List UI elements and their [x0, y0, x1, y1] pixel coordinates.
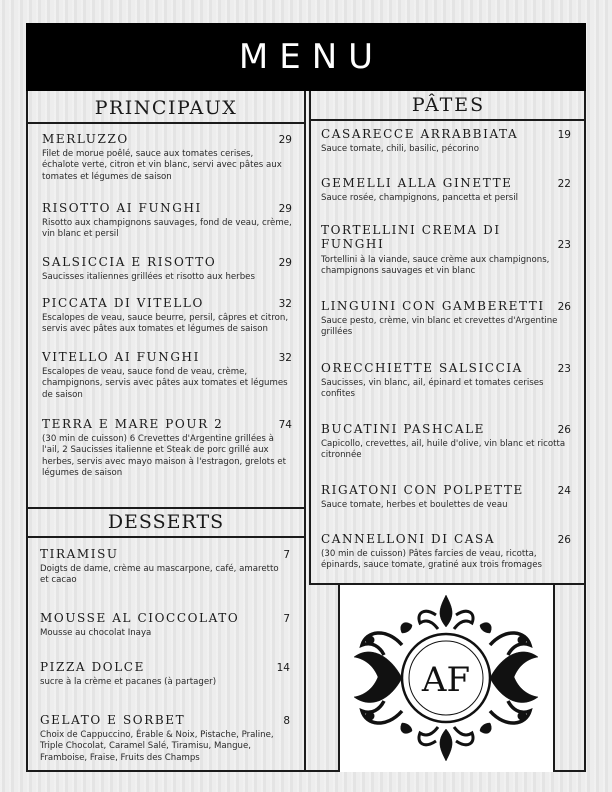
- menu-item-casarecce-arrabbiata: [321, 127, 571, 155]
- item-name: GELATO E SORBET: [40, 713, 186, 727]
- item-name: RISOTTO AI FUNGHI: [42, 201, 202, 215]
- item-price: 32: [278, 298, 292, 310]
- item-name: BUCATINI PASHCALE: [321, 422, 486, 436]
- item-name: CANNELLONI DI CASA: [321, 532, 496, 546]
- item-price: 23: [557, 239, 571, 251]
- menu-item-terra-e-mare: [42, 417, 292, 479]
- column-divider-left: [304, 91, 306, 772]
- item-price: 29: [278, 257, 292, 269]
- item-name: GEMELLI ALLA GINETTE: [321, 176, 513, 190]
- item-description: Saucisses italiennes grillées et risotto aux herbes: [42, 272, 255, 282]
- menu-item-gelato-e-sorbet: [40, 713, 290, 764]
- item-description: Sauce tomate, chili, basilic, pécorino: [321, 144, 479, 154]
- item-price: 32: [278, 352, 292, 364]
- item-description: Escalopes de veau, sauce fond de veau, crème, champignons, servis avec pâtes aux tomates et légumes de saison: [42, 367, 288, 400]
- menu-header: [26, 23, 586, 91]
- item-price: 26: [557, 424, 571, 436]
- menu-item-bucatini-pashcale: [321, 422, 571, 462]
- item-name: MERLUZZO: [42, 132, 129, 146]
- item-name: TORTELLINI CREMA DI FUNGHI: [321, 223, 501, 252]
- principaux-title: PRINCIPAUX: [94, 97, 238, 119]
- item-price: 22: [557, 178, 571, 190]
- item-description: Sauce tomate, herbes et boulettes de veau: [321, 500, 508, 510]
- principaux-title-rule: [26, 122, 306, 124]
- menu-title: MENU: [238, 37, 385, 77]
- menu-item-tiramisu: [40, 547, 290, 587]
- item-name: LINGUINI CON GAMBERETTI: [321, 299, 545, 313]
- item-price: 8: [283, 715, 290, 727]
- item-description: Mousse au chocolat Inaya: [40, 628, 152, 638]
- item-description: Doigts de dame, crème au mascarpone, café, amaretto et cacao: [40, 564, 279, 586]
- item-name: PIZZA DOLCE: [40, 660, 145, 674]
- menu-item-merluzzo: [42, 132, 292, 183]
- menu-item-tortellini-crema-di-funghi: [321, 223, 571, 277]
- menu-item-risotto-ai-funghi: [42, 201, 292, 241]
- item-description: Capicollo, crevettes, ail, huile d'olive, vin blanc et ricotta citronnée: [321, 439, 566, 461]
- menu-item-vitello-ai-funghi: [42, 350, 292, 401]
- item-description: Filet de morue poêlé, sauce aux tomates cerises, échalote verte, citron et vin blanc, servi avec pâtes aux tomates et légumes de saison: [42, 149, 282, 182]
- ornamental-monogram-logo-icon: [340, 585, 553, 772]
- item-price: 7: [283, 613, 290, 625]
- item-price: 19: [557, 129, 571, 141]
- item-price: 24: [557, 485, 571, 497]
- item-price: 29: [278, 203, 292, 215]
- item-price: 26: [557, 301, 571, 313]
- item-description: Escalopes de veau, sauce beurre, persil, câpres et citron, servis avec pâtes aux tomates et légumes de saison: [42, 313, 289, 335]
- menu-item-salsiccia-e-risotto: [42, 255, 292, 283]
- item-name: TIRAMISU: [40, 547, 119, 561]
- item-description: Tortellini à la viande, sauce crème aux champignons, champignons sauvages et vin blanc: [321, 254, 550, 277]
- item-price: 14: [276, 662, 290, 674]
- menu-item-linguini-con-gamberetti: [321, 299, 571, 339]
- item-price: 7: [283, 549, 290, 561]
- pates-title-rule: [309, 119, 586, 121]
- item-description: Choix de Cappuccino, Érable & Noix, Pistache, Praline, Triple Chocolat, Caramel Salé, Tiramisu, Mangue, Framboise, Fraise, Fruits des Champs: [40, 730, 274, 763]
- item-name: ORECCHIETTE SALSICCIA: [321, 361, 523, 375]
- column-divider-right: [309, 91, 311, 585]
- menu-item-mousse-al-cioccolato: [40, 611, 290, 639]
- menu-item-orecchiette-salsiccia: [321, 361, 571, 401]
- item-description: Saucisses, vin blanc, ail, épinard et tomates cerises confites: [321, 378, 544, 400]
- logo-monogram: AF: [421, 660, 471, 700]
- item-name: CASARECCE ARRABBIATA: [321, 127, 519, 141]
- item-name: MOUSSE AL CIOCCOLATO: [40, 611, 240, 625]
- item-description: (30 min de cuisson) 6 Crevettes d'Argentine grillées à l'ail, 2 Saucisses italienne et Steak de porc grillé aux herbes, servis avec mayo maison à l'estragon, grelots et légumes de saison: [42, 434, 286, 479]
- item-name: SALSICCIA E RISOTTO: [42, 255, 217, 269]
- menu-item-gemelli-alla-ginette: [321, 176, 571, 204]
- item-description: Sauce pesto, crème, vin blanc et crevettes d'Argentine grillées: [321, 316, 558, 338]
- menu-item-piccata-di-vitello: [42, 296, 292, 336]
- item-price: 29: [278, 134, 292, 146]
- item-description: sucre à la crème et pacanes (à partager): [40, 677, 217, 687]
- desserts-title-rule: [26, 536, 306, 538]
- item-price: 23: [557, 363, 571, 375]
- menu-item-pizza-dolce: [40, 660, 290, 688]
- item-name: TERRA E MARE POUR 2: [42, 417, 224, 431]
- item-price: 26: [557, 534, 571, 546]
- menu-item-rigatoni-con-polpette: [321, 483, 571, 511]
- pates-title: PÂTES: [411, 94, 486, 116]
- item-description: Sauce rosée, champignons, pancetta et persil: [321, 193, 519, 203]
- item-description: Risotto aux champignons sauvages, fond de veau, crème, vin blanc et persil: [42, 218, 292, 240]
- desserts-top-rule: [26, 507, 306, 509]
- item-description: (30 min de cuisson) Pâtes farcies de veau, ricotta, épinards, sauce tomate, gratiné aux trois fromages: [321, 549, 542, 571]
- item-name: PICCATA DI VITELLO: [42, 296, 204, 310]
- item-name: RIGATONI CON POLPETTE: [321, 483, 524, 497]
- item-price: 74: [278, 419, 292, 431]
- item-name: VITELLO AI FUNGHI: [42, 350, 200, 364]
- menu-item-cannelloni-di-casa: [321, 532, 571, 572]
- desserts-title: DESSERTS: [107, 511, 225, 533]
- logo-panel: [338, 585, 555, 772]
